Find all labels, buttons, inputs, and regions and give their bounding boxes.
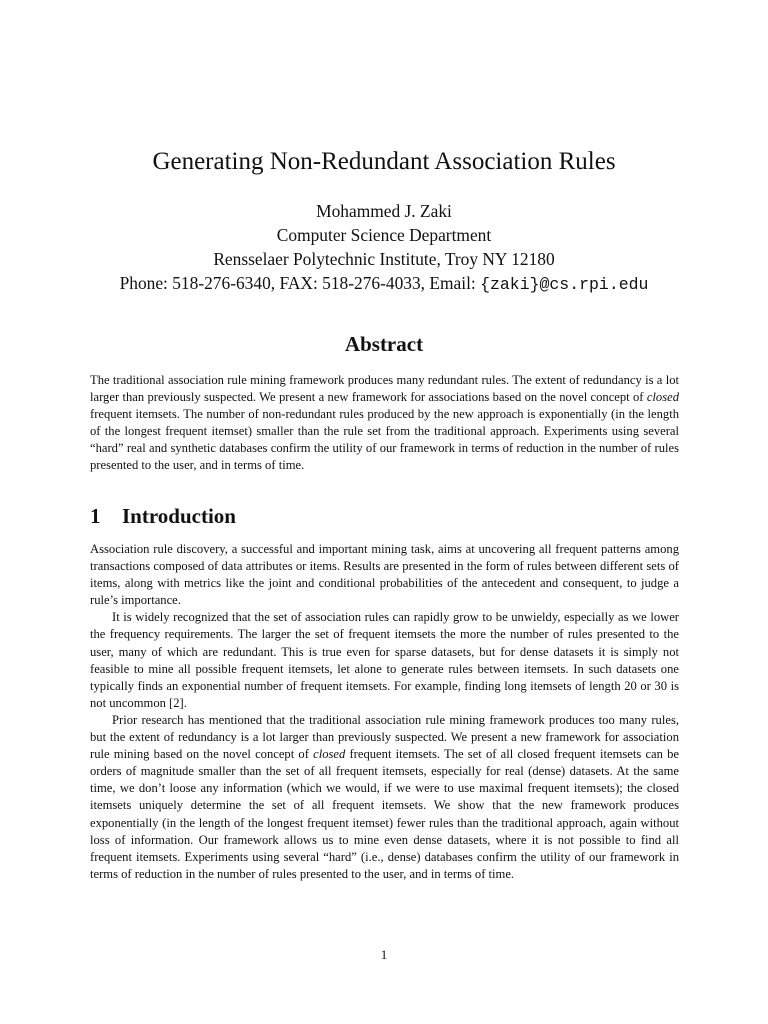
section-number: 1 (90, 504, 101, 528)
contact-email: {zaki}@cs.rpi.edu (480, 275, 649, 294)
contact-phone-fax: Phone: 518-276-6340, FAX: 518-276-4033, Email: (119, 273, 481, 293)
page-number: 1 (380, 947, 388, 962)
intro-paragraph-3-part-1: Prior research has mentioned that the traditional association rule mining framework produces too many rules, but the extent of redundancy is a lot larger than previously suspected. We present a new framework for association rule mining based on the novel concept of (90, 712, 679, 762)
intro-paragraph-2: It is widely recognized that the set of association rules can rapidly grow to be unwieldy, especially as we lower the frequency requirements. The larger the set of frequent itemsets the more the number of rules presented to the user, many of which are redundant. This is true even for sparse datasets, but for dense datasets it is simply not feasible to mine all possible frequent itemsets, let alone to generate rules between itemsets. In such datasets one typically finds an exponential number of frequent itemsets. For example, finding long itemsets of length 20 or 30 is not uncommon [2]. (90, 610, 679, 710)
section-title: Introduction (122, 504, 236, 528)
paper-title: Generating Non-Redundant Association Rules (152, 148, 616, 175)
author-institution: Rensselaer Polytechnic Institute, Troy NY 12180 (213, 249, 555, 269)
intro-emphasis-closed: closed (313, 747, 346, 762)
section-heading-introduction (90, 502, 236, 530)
abstract-text-part-2: frequent itemsets. The number of non-redundant rules produced by the new approach is exponentially (in the length of the longest frequent itemset) smaller than the rule set from the traditional approach. Experiments using several “hard” real and synthetic databases confirm the utility of our framework in terms of reduction in the number of rules presented to the user, and in terms of time. (90, 407, 679, 473)
abstract-body (90, 372, 679, 475)
abstract-emphasis-closed: closed (646, 390, 679, 405)
author-contact (0, 271, 768, 297)
introduction-body (90, 541, 679, 883)
abstract-heading: Abstract (344, 332, 424, 356)
author-name: Mohammed J. Zaki (316, 201, 452, 221)
intro-paragraph-1: Association rule discovery, a successful and important mining task, aims at uncovering all frequent patterns among transactions composed of data attributes or items. Results are presented in the form of rules between different sets of items, along with metrics like the joint and conditional probabilities of the antecedent and consequent, to judge a rule’s importance. (90, 542, 679, 608)
intro-paragraph-3 (90, 712, 679, 883)
author-department: Computer Science Department (276, 225, 492, 245)
intro-paragraph-3-part-2: frequent itemsets. The set of all closed frequent itemsets can be orders of magnitude smaller than the set of all frequent itemsets, especially for real (dense) datasets. At the same time, we don’t loose any information (which we would, if we were to use maximal frequent itemsets); the closed itemsets uniquely determine the set of all frequent itemsets. We show that the new framework produces exponentially (in the length of the longest frequent itemset) fewer rules than the traditional approach, again without loss of information. Our framework allows us to mine even dense datasets, where it is not possible to find all frequent itemsets. Experiments using several “hard” (i.e., dense) databases confirm the utility of our framework in terms of reduction in the number of rules presented to the user, and in terms of time. (90, 747, 680, 881)
abstract-text-part-1: The traditional association rule mining framework produces many redundant rules. The extent of redundancy is a lot larger than previously suspected. We present a new framework for associations based on the novel concept of (90, 373, 679, 405)
author-block (0, 199, 768, 297)
